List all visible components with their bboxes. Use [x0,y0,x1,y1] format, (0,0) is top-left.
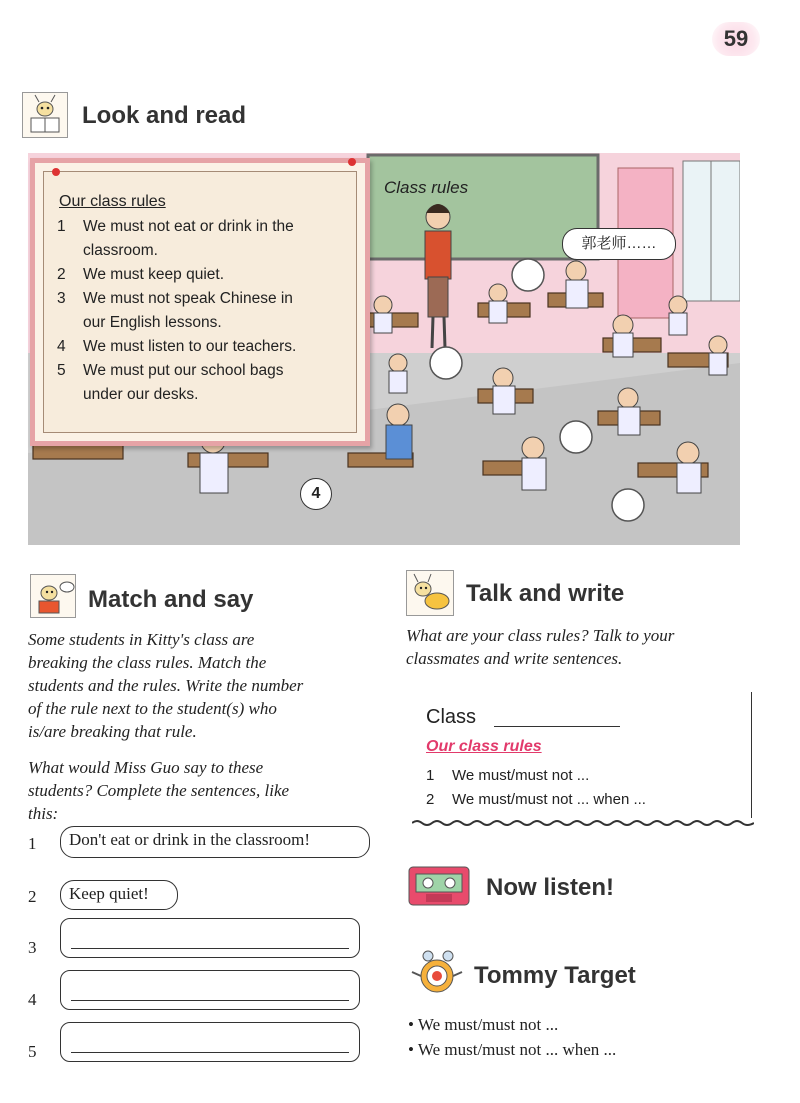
class-rules-card [414,692,752,824]
item-number: 3 [28,938,37,957]
match-and-say-title: Match and say [88,586,254,613]
bullet-item: • We must/must not ... [408,1015,559,1034]
item-number: 2 [28,887,37,906]
match-question: What would Miss Guo say to these students? Complete the sentences, like this: [28,758,290,823]
example-answer-1: Don't eat or drink in the classroom! [60,826,370,858]
rule-2: 2 We must keep quiet. [57,266,225,283]
item-number: 5 [28,1042,37,1061]
item-number: 1 [28,834,37,853]
class-rules-board [30,158,370,446]
board-title: Our class rules [59,193,166,210]
torn-edge [412,818,754,828]
bullet-item: • We must/must not ... when ... [408,1040,617,1059]
talk-and-write-title: Talk and write [466,580,625,607]
rules-list [57,215,357,407]
reading-character-icon [22,92,68,138]
character-icon [30,574,76,618]
item-number: 4 [28,990,37,1009]
rule-1: 1 We must not eat or drink in the classroom. [57,218,294,259]
pin-icon [52,168,60,176]
talking-character-icon [406,570,454,616]
tommy-target-icon [408,948,466,1000]
cassette-tape-icon [408,866,470,906]
answer-box-4[interactable] [60,970,360,1010]
match-instructions: Some students in Kitty's class are breaking the class rules. Match the students and the rules. Write the number of the rule next to the student(s) who is/are breaking that rule. [28,630,304,741]
card-rules-title: Our class rules [426,738,542,755]
speech-bubble: 郭老师…… [562,228,676,260]
rule-3: 3 We must not speak Chinese in our English lessons. [57,290,293,331]
page-number: 59 [712,22,760,56]
tommy-target-bullets [408,1012,616,1062]
answer-box-5[interactable] [60,1022,360,1062]
card-line-1: 1 We must/must not ... [426,767,590,784]
look-and-read-title: Look and read [82,102,247,129]
rule-4: 4 We must listen to our teachers. [57,338,297,355]
card-line-2: 2 We must/must not ... when ... [426,791,646,808]
class-label: Class [426,706,477,728]
tommy-target-title: Tommy Target [474,962,636,989]
class-name-line[interactable] [494,726,620,727]
rule-5: 5 We must put our school bags under our desks. [57,362,284,403]
chalkboard-label: Class rules [384,178,469,197]
talk-instructions: What are your class rules? Talk to your classmates and write sentences. [406,626,675,668]
answer-box-3[interactable] [60,918,360,958]
example-answer-2: Keep quiet! [60,880,178,910]
pin-icon [348,158,356,166]
student-number-circle: 4 [300,478,332,510]
now-listen-title: Now listen! [486,874,615,901]
